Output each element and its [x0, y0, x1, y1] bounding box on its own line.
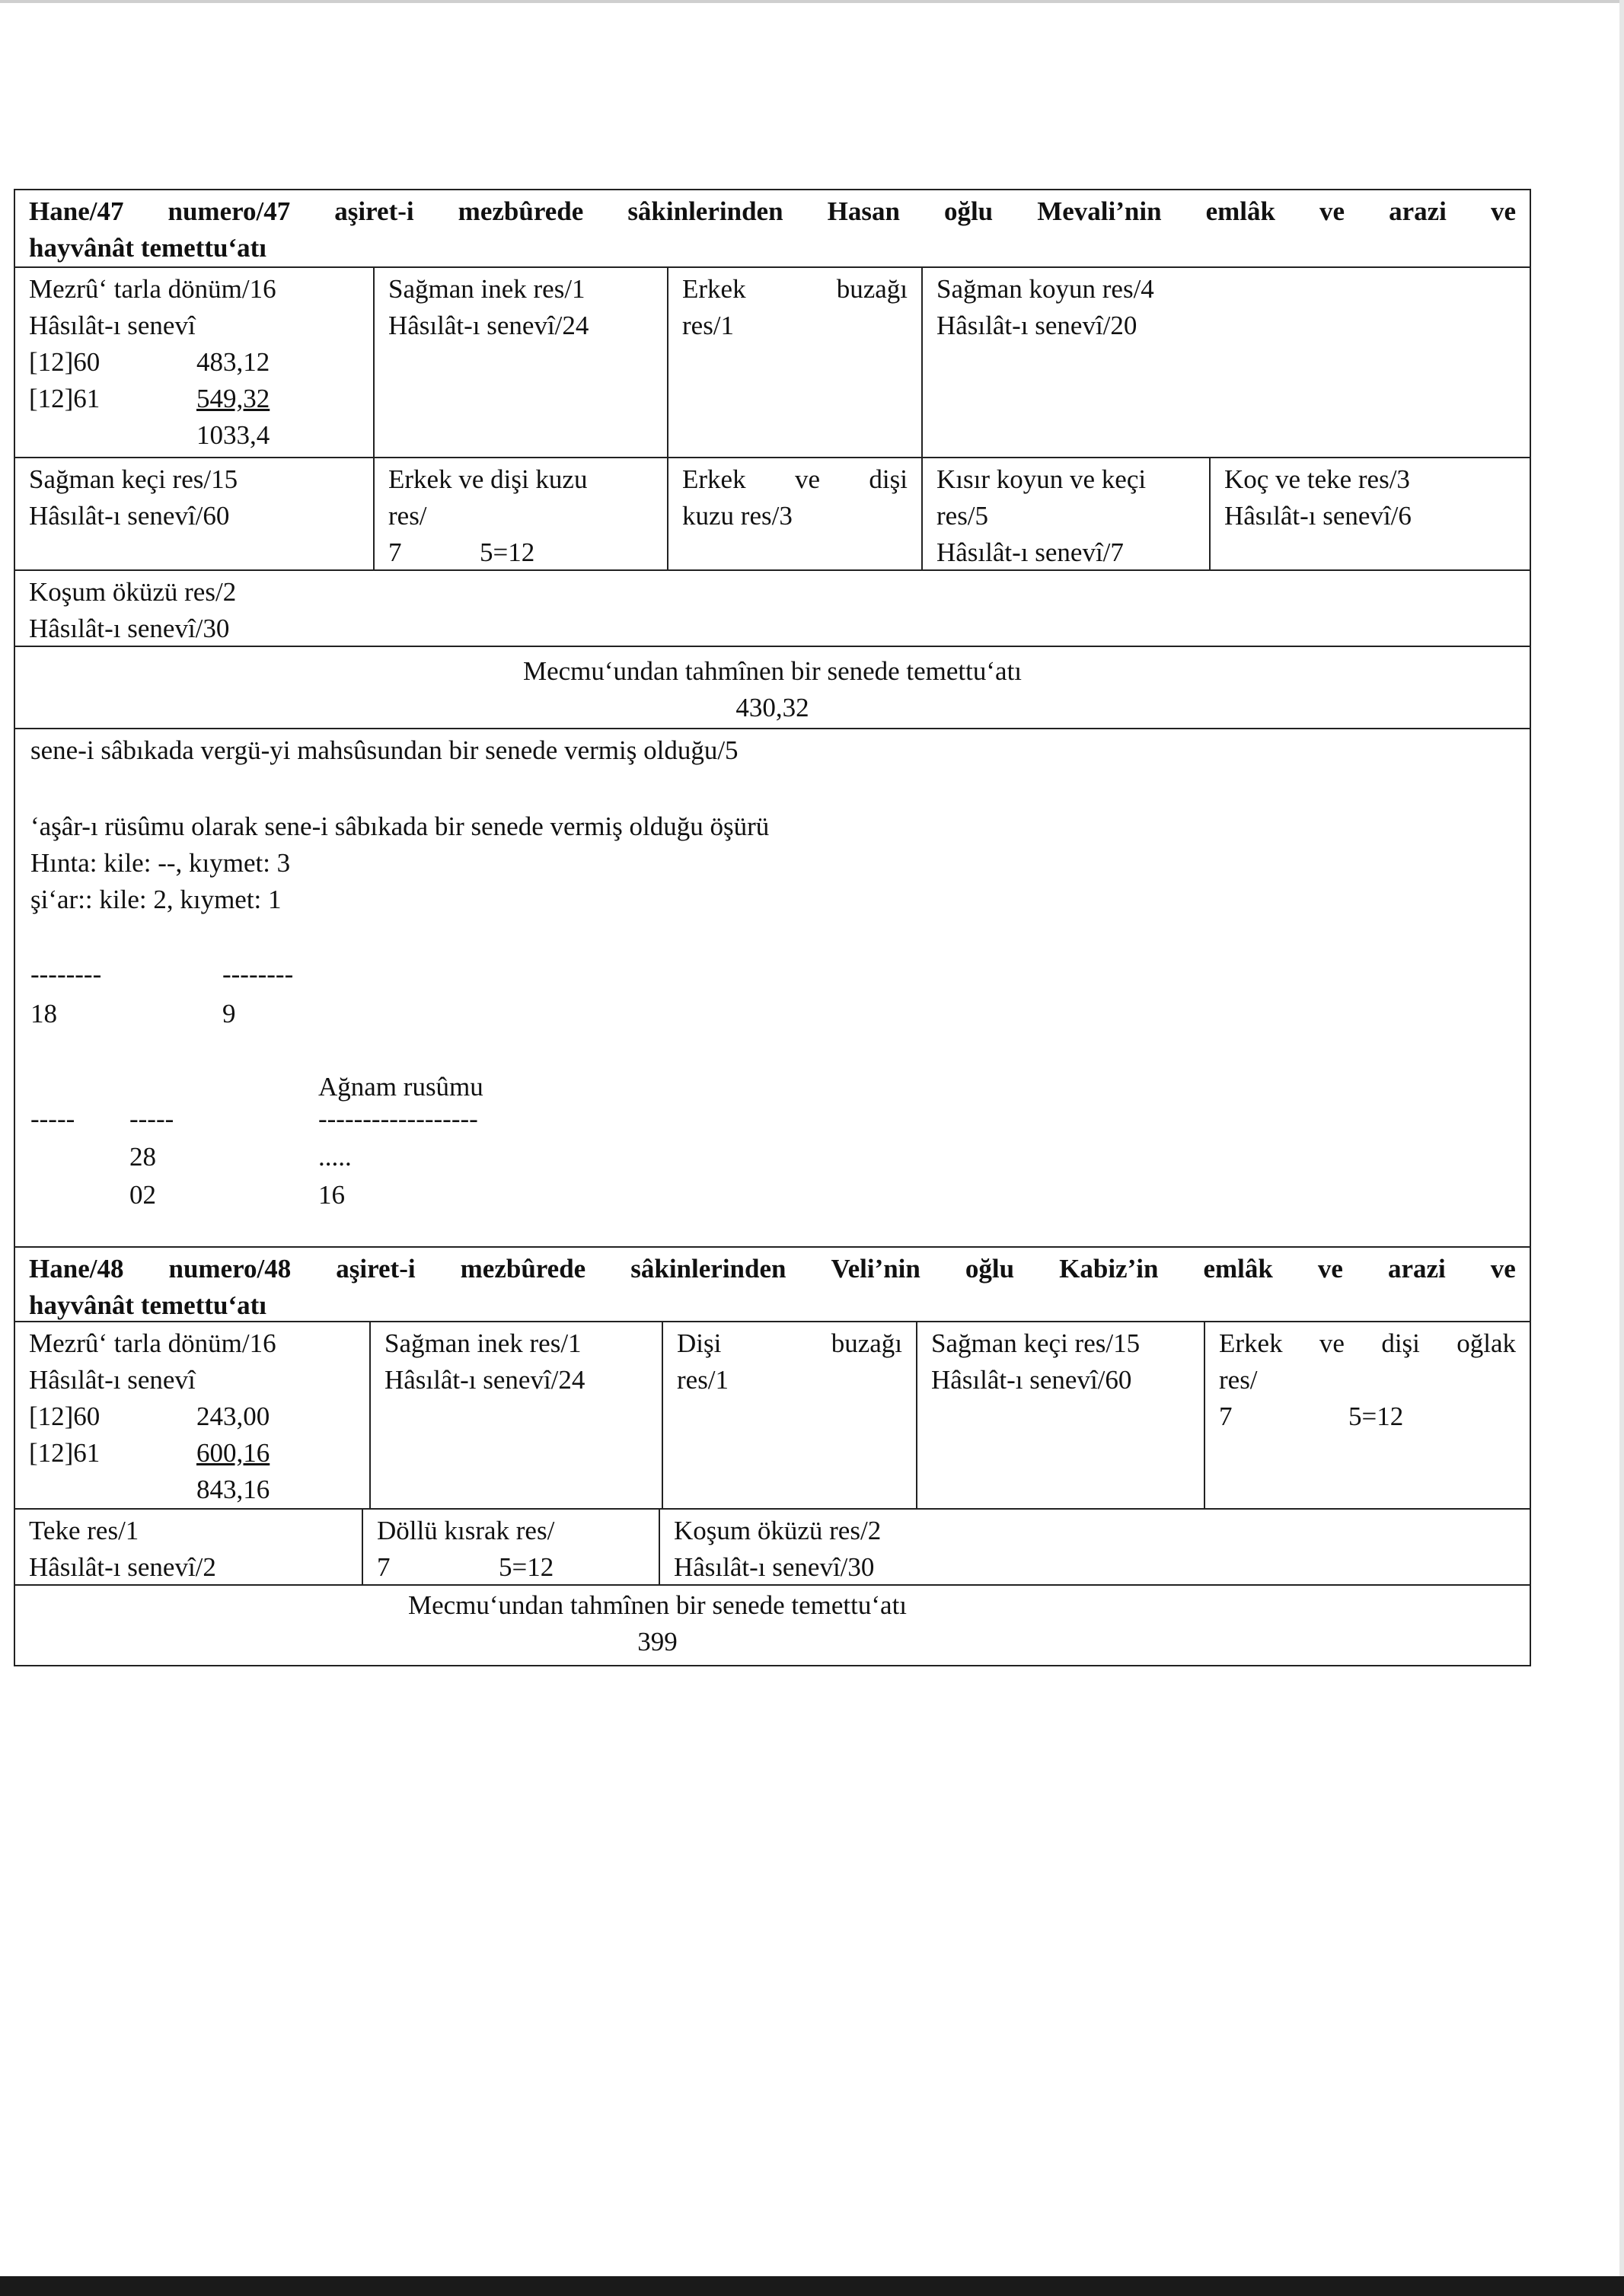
hane-48-tarla-cell — [15, 1321, 369, 1508]
tarla-value: 483,12 — [196, 347, 270, 377]
koc-hasilat: Hâsılât-ı senevî/6 — [1224, 501, 1412, 531]
sum-18: 18 — [30, 999, 57, 1028]
oglak-word: oğlak — [1456, 1328, 1516, 1358]
buzagi-word: Erkek — [682, 274, 746, 304]
tarla-hasilat: Hâsılât-ı senevî — [29, 311, 196, 340]
hane-48-inek-cell — [369, 1321, 662, 1508]
hane-48-header-word: emlâk — [1203, 1254, 1273, 1284]
kuzu-count: 7 — [388, 537, 402, 567]
kisrak-label: Döllü kısrak res/ — [377, 1516, 555, 1545]
hane-48-header-line2: hayvânât temettu‘atı — [29, 1290, 267, 1320]
kuzu-sum: 5=12 — [480, 537, 535, 567]
total-value: 430,32 — [735, 693, 809, 722]
hane-48-buzagi-cell — [662, 1321, 916, 1508]
oglak-word: ve — [1319, 1328, 1345, 1358]
dash-line: ------------------ — [318, 1104, 478, 1134]
buzagi-word: Dişi — [677, 1328, 722, 1358]
hane-48-header-word: ve — [1490, 1254, 1516, 1284]
okuz-hasilat: Hâsılât-ı senevî/30 — [29, 614, 230, 643]
dash-line: ----- — [129, 1104, 174, 1134]
hinta-note: Hınta: kile: --, kıymet: 3 — [30, 848, 291, 878]
hane-47-keci-cell — [15, 457, 373, 569]
buzagi-res: res/1 — [677, 1365, 729, 1395]
sum-16: 16 — [318, 1180, 345, 1210]
scan-bottom-edge — [0, 2276, 1624, 2296]
okuz-hasilat: Hâsılât-ı senevî/30 — [674, 1552, 875, 1582]
agnam-label: Ağnam rusûmu — [318, 1072, 483, 1102]
kisrak-sum: 5=12 — [499, 1552, 554, 1582]
hane-48-okuz-cell — [659, 1508, 1530, 1584]
dash-line: -------- — [222, 959, 294, 989]
keci-hasilat: Hâsılât-ı senevî/60 — [29, 501, 230, 531]
hane-48-teke-cell — [15, 1508, 362, 1584]
tarla-value: 600,16 — [196, 1438, 270, 1468]
inek-label: Sağman inek res/1 — [384, 1328, 582, 1358]
oglak-res: res/ — [1219, 1365, 1258, 1395]
okuz-label: Koşum öküzü res/2 — [29, 577, 237, 607]
koyun-hasilat: Hâsılât-ı senevî/20 — [936, 311, 1137, 340]
koyun-label: Sağman koyun res/4 — [936, 274, 1154, 304]
tarla-label: Mezrû‘ tarla dönüm/16 — [29, 1328, 276, 1358]
hane-48-header — [15, 1248, 1530, 1321]
hane-48-header-word: Hane/48 — [29, 1254, 124, 1284]
keci-hasilat: Hâsılât-ı senevî/60 — [931, 1365, 1132, 1395]
kuzu-res-word: ve — [794, 464, 821, 494]
kisir-hasilat: Hâsılât-ı senevî/7 — [936, 537, 1124, 567]
tarla-value: 243,00 — [196, 1402, 270, 1431]
tarla-total: 843,16 — [196, 1475, 270, 1504]
hane-47-header-word: mezbûrede — [458, 196, 584, 226]
vergu-note: sene-i sâbıkada vergü-yi mahsûsundan bir senede vermiş olduğu/5 — [30, 735, 739, 765]
hane-48-keci-cell — [916, 1321, 1204, 1508]
sum-02: 02 — [129, 1180, 156, 1210]
hane-47-inek-cell — [373, 266, 667, 457]
total-label: Mecmu‘undan tahmînen bir senede temettu‘atı — [522, 656, 1023, 686]
hane-48-header-word: arazi — [1387, 1254, 1446, 1284]
koc-label: Koç ve teke res/3 — [1224, 464, 1410, 494]
hane-48-header-word: Kabiz’in — [1059, 1254, 1159, 1284]
hane-47-koc-cell — [1209, 457, 1530, 569]
notes-box — [14, 728, 1531, 1248]
hane-47-table — [14, 189, 1531, 729]
scan-top-edge — [0, 0, 1624, 3]
hane-48-header-word: numero/48 — [168, 1254, 292, 1284]
sair-note: şi‘ar:: kile: 2, kıymet: 1 — [30, 885, 282, 914]
hane-48-header-word: oğlu — [965, 1254, 1015, 1284]
oglak-word: dişi — [1381, 1328, 1420, 1358]
hane-47-header — [15, 190, 1530, 266]
hane-47-header-line2: hayvânât temettu‘atı — [29, 233, 267, 263]
dots: ..... — [318, 1142, 352, 1172]
hane-48-total-cell — [15, 1584, 1530, 1665]
hane-47-header-word: Hasan — [827, 196, 900, 226]
keci-label: Sağman keçi res/15 — [29, 464, 238, 494]
tarla-year: [12]61 — [29, 1438, 101, 1468]
sum-28: 28 — [129, 1142, 156, 1172]
hane-47-buzagi-cell — [667, 266, 921, 457]
tarla-hasilat: Hâsılât-ı senevî — [29, 1365, 196, 1395]
hane-47-header-word: arazi — [1389, 196, 1447, 226]
kuzu-res-word: Erkek — [682, 464, 746, 494]
hane-48-header-word: ve — [1317, 1254, 1343, 1284]
buzagi-res: res/1 — [682, 311, 735, 340]
hane-47-header-word: numero/47 — [168, 196, 291, 226]
sum-9: 9 — [222, 999, 236, 1028]
oglak-count: 7 — [1219, 1402, 1233, 1431]
total-label: Mecmu‘undan tahmînen bir senede temettu‘atı — [407, 1590, 908, 1620]
kuzu-res-line: kuzu res/3 — [682, 501, 793, 531]
tarla-year: [12]60 — [29, 347, 101, 377]
hane-47-kuzu-res-cell — [667, 457, 921, 569]
kuzu-res: res/ — [388, 501, 427, 531]
teke-hasilat: Hâsılât-ı senevî/2 — [29, 1552, 216, 1582]
tarla-year: [12]61 — [29, 384, 101, 413]
kisir-res: res/5 — [936, 501, 989, 531]
oglak-word: Erkek — [1219, 1328, 1283, 1358]
hane-47-kisir-cell — [921, 457, 1209, 569]
inek-hasilat: Hâsılât-ı senevî/24 — [384, 1365, 585, 1395]
hane-47-header-word: sâkinlerinden — [627, 196, 783, 226]
hane-47-header-word: ve — [1319, 196, 1345, 226]
tarla-total: 1033,4 — [196, 420, 270, 450]
teke-label: Teke res/1 — [29, 1516, 139, 1545]
hane-47-header-word: oğlu — [943, 196, 994, 226]
hane-47-header-word: aşiret-i — [334, 196, 414, 226]
hane-47-header-word: ve — [1490, 196, 1516, 226]
keci-label: Sağman keçi res/15 — [931, 1328, 1141, 1358]
kuzu-label: Erkek ve dişi kuzu — [388, 464, 588, 494]
dash-line: -------- — [30, 959, 102, 989]
hane-47-header-word: Hane/47 — [29, 196, 124, 226]
buzagi-word: buzağı — [836, 274, 908, 304]
hane-48-header-word: Veli’nin — [831, 1254, 920, 1284]
kuzu-res-word: dişi — [869, 464, 908, 494]
tarla-value: 549,32 — [196, 384, 270, 413]
asar-note: ‘aşâr-ı rüsûmu olarak sene-i sâbıkada bir senede vermiş olduğu öşürü — [30, 812, 770, 841]
tarla-year: [12]60 — [29, 1402, 101, 1431]
buzagi-word: buzağı — [831, 1328, 902, 1358]
inek-hasilat: Hâsılât-ı senevî/24 — [388, 311, 589, 340]
total-value: 399 — [637, 1627, 678, 1657]
tarla-label: Mezrû‘ tarla dönüm/16 — [29, 274, 276, 304]
hane-48-oglak-cell — [1204, 1321, 1530, 1508]
hane-47-okuz-cell — [15, 569, 1530, 646]
inek-label: Sağman inek res/1 — [388, 274, 585, 304]
hane-48-kisrak-cell — [362, 1508, 659, 1584]
hane-47-header-word: Mevali’nin — [1037, 196, 1162, 226]
kisrak-count: 7 — [377, 1552, 391, 1582]
hane-48-header-word: sâkinlerinden — [630, 1254, 786, 1284]
hane-47-total-cell — [15, 646, 1530, 728]
hane-47-tarla-cell — [15, 266, 373, 457]
hane-48-header-word: mezbûrede — [460, 1254, 586, 1284]
hane-47-header-word: emlâk — [1205, 196, 1275, 226]
kisir-label: Kısır koyun ve keçi — [936, 464, 1147, 494]
oglak-sum: 5=12 — [1348, 1402, 1404, 1431]
hane-47-kuzu-cell — [373, 457, 667, 569]
hane-47-koyun-cell — [921, 266, 1530, 457]
okuz-label: Koşum öküzü res/2 — [674, 1516, 882, 1545]
scan-right-edge — [1619, 0, 1624, 2296]
hane-48-table — [14, 1246, 1531, 1666]
dash-line: ----- — [30, 1104, 75, 1134]
hane-48-header-word: aşiret-i — [336, 1254, 416, 1284]
